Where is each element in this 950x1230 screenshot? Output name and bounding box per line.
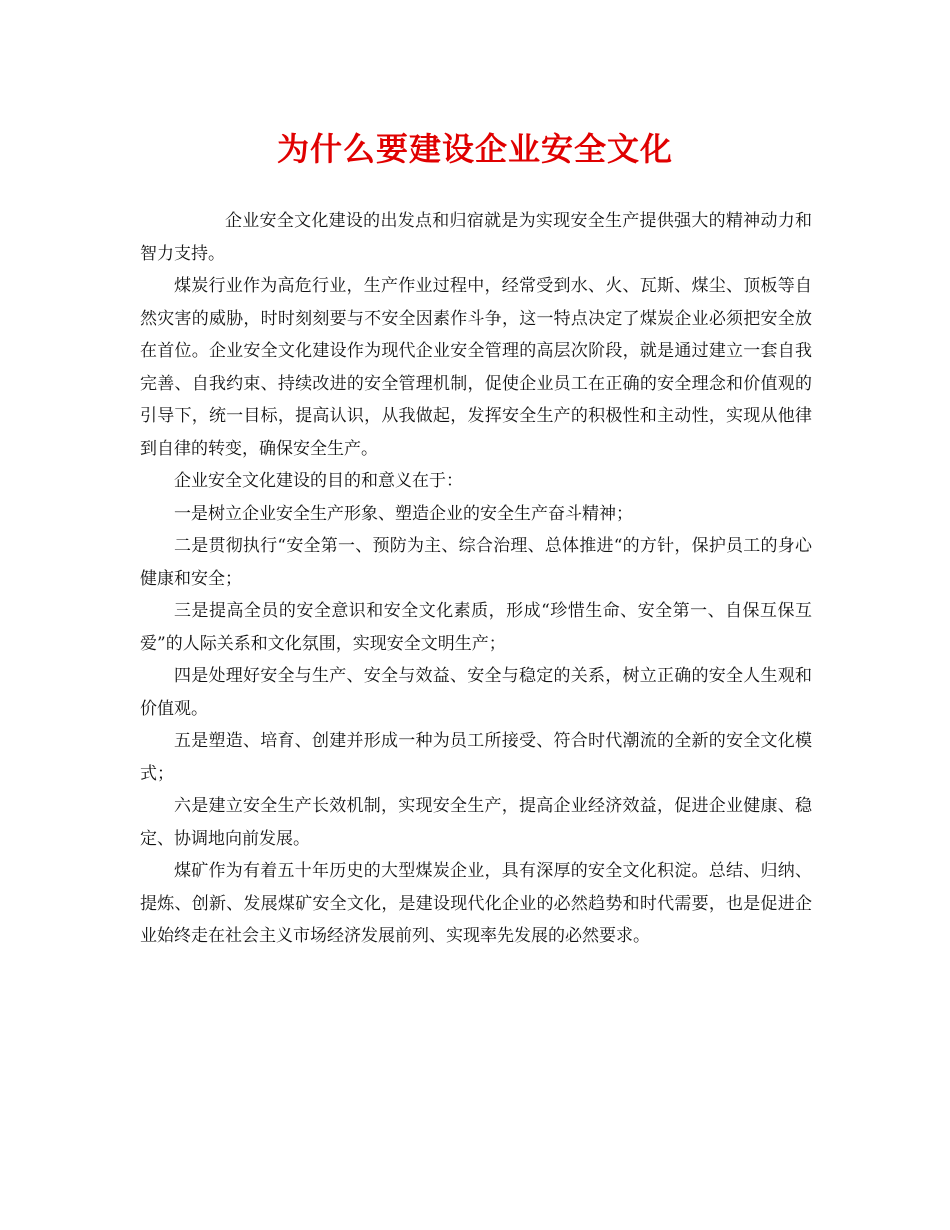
paragraph-conclusion: 煤矿作为有着五十年历史的大型煤炭企业，具有深厚的安全文化积淀。总结、归纳、提炼、创新、发展煤矿安全文化，是建设现代化企业的必然趋势和时代需要，也是促进企业始终走在社会主义市场经济发展前列、实现率先发展的必然要求。 [140,861,812,946]
paragraph-purpose-heading: 企业安全文化建设的目的和意义在于： [174,471,463,491]
paragraph-intro: 企业安全文化建设的出发点和归宿就是为实现安全生产提供强大的精神动力和智力支持。 [140,211,812,264]
paragraph-point-1: 一是树立企业安全生产形象、塑造企业的安全生产奋斗精神； [174,503,633,524]
paragraph-point-5: 五是塑造、培育、创建并形成一种为员工所接受、符合时代潮流的全新的安全文化模式； [140,731,812,784]
document-body [140,205,812,953]
paragraph-point-6: 六是建立安全生产长效机制，实现安全生产，提高企业经济效益，促进企业健康、稳定、协调地向前发展。 [140,796,812,849]
document-title: 为什么要建设企业安全文化 [276,130,673,168]
paragraph-coal-industry: 煤炭行业作为高危行业，生产作业过程中，经常受到水、火、瓦斯、煤尘、顶板等自然灾害的威胁，时时刻刻要与不安全因素作斗争，这一特点决定了煤炭企业必须把安全放在首位。企业安全文化建设作为现代企业安全管理的高层次阶段，就是通过建立一套自我完善、自我约束、持续改进的安全管理机制，促使企业员工在正确的安全理念和价值观的引导下，统一目标，提高认识，从我做起，发挥安全生产的积极性和主动性，实现从他律到自律的转变，确保安全生产。 [140,276,812,459]
paragraph-point-4: 四是处理好安全与生产、安全与效益、安全与稳定的关系，树立正确的安全人生观和价值观。 [140,666,812,719]
paragraph-point-2: 二是贯彻执行“安全第一、预防为主、综合治理、总体推进“的方针，保护员工的身心健康和安全； [140,536,812,589]
paragraph-point-3: 三是提高全员的安全意识和安全文化素质，形成“珍惜生命、安全第一、自保互保互爱”的人际关系和文化氛围，实现安全文明生产； [140,601,812,654]
